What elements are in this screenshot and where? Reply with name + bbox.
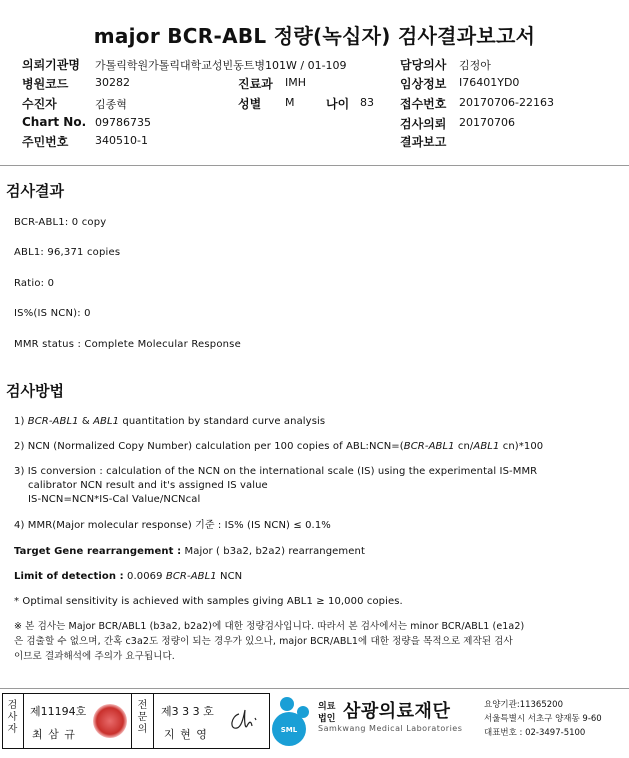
logo-text: SML: [280, 726, 298, 734]
hospital-code-label: 병원코드: [22, 77, 69, 91]
examiner-license-no: 제11194호: [30, 705, 87, 718]
method-2-c: cn)*100: [502, 441, 544, 452]
collector-value: 김종혁: [95, 98, 127, 111]
method-3-line2: calibrator NCN result and it's assigned IS value: [28, 480, 268, 491]
method-2: [14, 440, 543, 453]
chart-no-label: Chart No.: [22, 115, 87, 129]
request-date-value: 20170706: [459, 116, 515, 129]
resident-no-value: 340510-1: [95, 134, 148, 147]
result-abl1: ABL1: 96,371 copies: [14, 247, 121, 258]
results-heading: 검사결과: [6, 182, 64, 200]
caution-note-line1: ※ 본 검사는 Major BCR/ABL1 (b3a2, b2a2)에 대한 정량검사입니다. 따라서 본 검사에서는 minor BCR/ABL1 (e1a2): [14, 621, 525, 632]
specialist-name: 지 현 영: [164, 728, 208, 741]
target-gene: [14, 545, 365, 558]
org-name: 삼광의료재단: [343, 701, 451, 722]
org-small-2: 법인: [318, 714, 336, 724]
specialist-license-no: 제3 3 3 호: [161, 705, 214, 718]
method-2-a: 2) NCN (Normalized Copy Number) calculation per 100 copies of ABL:NCN=(: [14, 441, 404, 452]
target-gene-label: Target Gene rearrangement :: [14, 546, 182, 557]
resident-no-label: 주민번호: [22, 135, 69, 149]
seal-stamp-icon: [93, 704, 127, 738]
signature-icon: [225, 706, 261, 736]
lod-label: Limit of detection :: [14, 571, 124, 582]
method-1-gene1: BCR-ABL1: [27, 416, 79, 427]
lod-gene: BCR-ABL1: [165, 571, 217, 582]
result-bcr-abl1: BCR-ABL1: 0 copy: [14, 217, 107, 228]
caution-note-line2: 은 검출할 수 없으며, 간혹 c3a2도 정량이 되는 경우가 있으나, major BCR/ABL1에 대한 정량을 목적으로 제작된 검사: [14, 636, 513, 647]
org-small-1: 의료: [318, 702, 336, 712]
receipt-no-label: 접수번호: [400, 97, 447, 111]
method-2-b: cn/: [457, 441, 474, 452]
report-date-label: 결과보고: [400, 135, 447, 149]
footer-divider: [0, 688, 629, 689]
org-phone: 대표번호 : 02-3497-5100: [484, 728, 586, 738]
examiner-vertical-label: 검사자: [7, 700, 18, 735]
result-is-percent: IS%(IS NCN): 0: [14, 308, 91, 319]
target-gene-value: Major ( b3a2, b2a2) rearrangement: [184, 546, 365, 557]
report-title: major BCR-ABL 정량(녹십자) 검사결과보고서: [93, 24, 536, 48]
clinical-info-value: I76401YD0: [459, 76, 520, 89]
lod-number: 0.0069: [127, 571, 163, 582]
method-2-gene2: ABL1: [473, 441, 500, 452]
examiner-name: 최 삼 규: [32, 728, 76, 741]
method-1-gene2: ABL1: [93, 416, 120, 427]
sensitivity-note: * Optimal sensitivity is achieved with samples giving ABL1 ≥ 10,000 copies.: [14, 596, 403, 607]
receipt-no-value: 20170706-22163: [459, 96, 554, 109]
box-sep-1: [23, 693, 24, 748]
care-institution-code: 요양기관:11365200: [484, 700, 563, 710]
org-address: 서울특별시 서초구 양재동 9-60: [484, 714, 602, 724]
method-2-gene1: BCR-ABL1: [403, 441, 455, 452]
specialist-vertical-label: 전문의: [137, 700, 148, 735]
sex-value: M: [285, 96, 295, 109]
method-1-num: 1): [14, 416, 25, 427]
box-sep-2: [131, 693, 132, 748]
age-label: 나이: [326, 97, 350, 111]
lod-unit: NCN: [220, 571, 243, 582]
dept-label: 진료과: [238, 77, 273, 91]
dept-value: IMH: [285, 76, 307, 89]
chart-no-value: 09786735: [95, 116, 151, 129]
method-3-line3: IS-NCN=NCN*IS-Cal Value/NCNcal: [28, 494, 201, 505]
doctor-label: 담당의사: [400, 58, 447, 72]
method-1: [14, 415, 325, 428]
methods-heading: 검사방법: [6, 382, 64, 400]
hospital-code-value: 30282: [95, 76, 130, 89]
sex-label: 성별: [238, 97, 262, 111]
method-1-rest: quantitation by standard curve analysis: [122, 416, 326, 427]
request-date-label: 검사의뢰: [400, 117, 447, 131]
method-3-line1: 3) IS conversion : calculation of the NCN on the international scale (IS) using the experimental IS-MMR: [14, 466, 538, 477]
result-mmr-status: MMR status : Complete Molecular Response: [14, 339, 241, 350]
result-ratio: Ratio: 0: [14, 278, 55, 289]
divider: [0, 165, 629, 166]
collector-label: 수진자: [22, 97, 57, 111]
institution-label: 의뢰기관명: [22, 58, 80, 72]
limit-of-detection: [14, 570, 242, 583]
caution-note-line3: 이므로 결과해석에 주의가 요구됩니다.: [14, 651, 175, 662]
age-value: 83: [360, 96, 374, 109]
method-4: 4) MMR(Major molecular response) 기준 : IS% (IS NCN) ≤ 0.1%: [14, 520, 331, 531]
clinical-info-label: 임상정보: [400, 77, 447, 91]
doctor-value: 김정아: [459, 59, 491, 72]
method-1-amp: &: [81, 416, 90, 427]
box-sep-3: [153, 693, 154, 748]
institution-value: 가톨릭학원가톨릭대학교성빈동트병101W / 01-109: [95, 59, 347, 72]
org-english-name: Samkwang Medical Laboratories: [318, 724, 463, 733]
